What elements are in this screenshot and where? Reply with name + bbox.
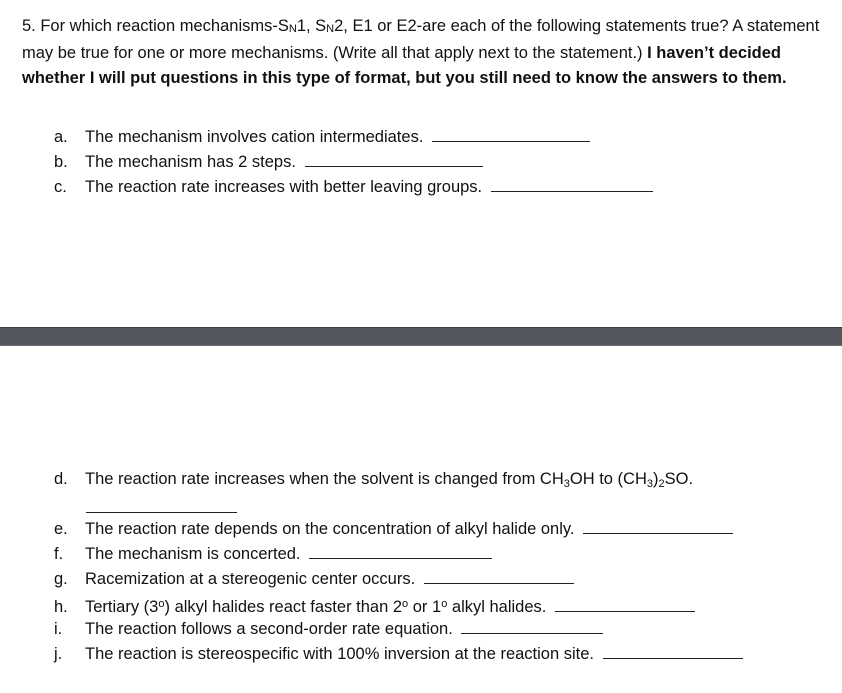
statement-j: j. The reaction is stereospecific with 100% inversion at the reaction site. bbox=[54, 642, 743, 667]
statement-h: h. Tertiary (3$^o$) alkyl halides react faster than 2$^o$ or 1$^o$ alkyl halides. bbox=[54, 592, 695, 620]
statement-i: i. The reaction follows a second-order rate equation. bbox=[54, 617, 603, 642]
statement-c: c. The reaction rate increases with better leaving groups. bbox=[54, 175, 653, 200]
question-number: 5. bbox=[22, 17, 36, 35]
statement-b: b. The mechanism has 2 steps. bbox=[54, 150, 483, 175]
answer-blank-g[interactable] bbox=[424, 567, 574, 584]
answer-blank-a[interactable] bbox=[432, 125, 590, 142]
answer-blank-f[interactable] bbox=[309, 542, 492, 559]
page-divider bbox=[0, 327, 842, 346]
answer-blank-i[interactable] bbox=[461, 617, 603, 634]
statement-e: e. The reaction rate depends on the concentration of alkyl halide only. bbox=[54, 517, 733, 542]
statement-d: d. The reaction rate increases when the solvent is changed from CH3OH to (CH3)2SO. bbox=[54, 470, 694, 490]
answer-blank-j[interactable] bbox=[603, 642, 743, 659]
statement-a: a. The mechanism involves cation intermediates. bbox=[54, 125, 590, 150]
answer-blank-d[interactable] bbox=[86, 512, 237, 513]
statement-g: g. Racemization at a stereogenic center occurs. bbox=[54, 567, 574, 592]
answer-blank-e[interactable] bbox=[583, 517, 733, 534]
statement-f: f. The mechanism is concerted. bbox=[54, 542, 492, 567]
bold-note: I haven’t decided whether I will put questions in this type of format, but you still need to know the answers to them. bbox=[22, 44, 787, 87]
answer-blank-c[interactable] bbox=[491, 175, 653, 192]
question-text: 5. For which reaction mechanisms-SN1, SN2, E1 or E2-are each of the following statements true? A statement may be true for one or more mechanisms. (Write all that apply next to the statement.) I haven’t decided whether I will put questions in this type of format, but you still need to know the answers to them. bbox=[22, 17, 820, 87]
answer-blank-b[interactable] bbox=[305, 150, 483, 167]
answer-blank-h[interactable] bbox=[555, 595, 695, 612]
